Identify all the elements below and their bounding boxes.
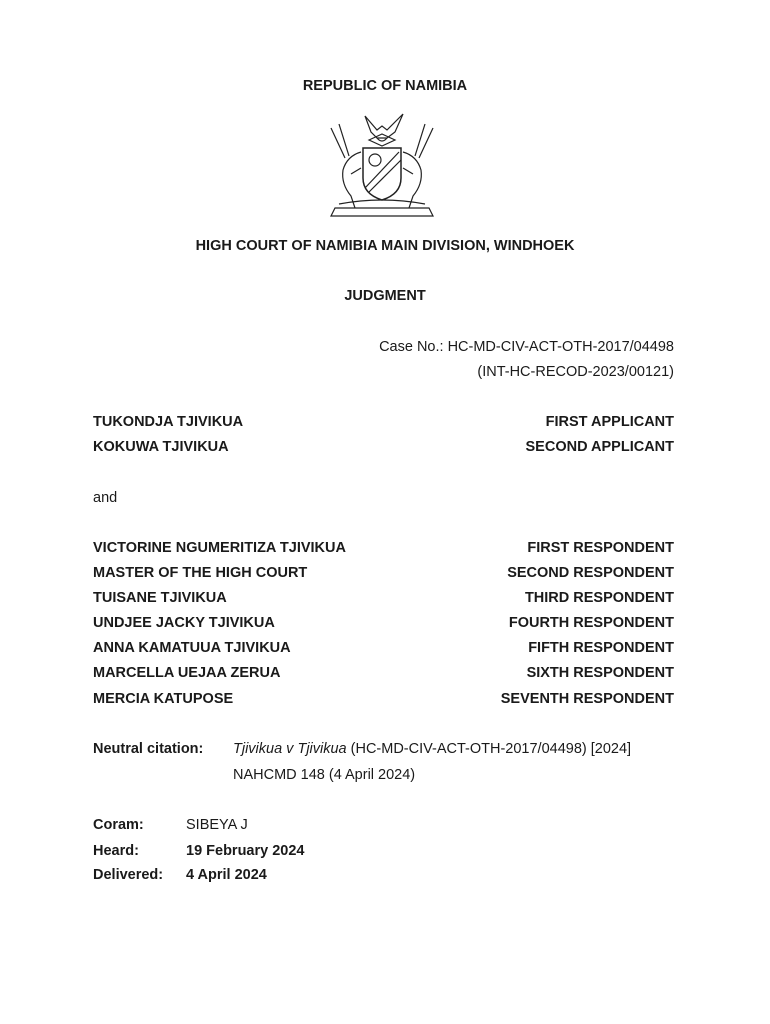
case-number: Case No.: HC-MD-CIV-ACT-OTH-2017/04498 xyxy=(379,339,674,355)
respondent-role: FIRST RESPONDENT xyxy=(527,540,674,556)
citation-label: Neutral citation: xyxy=(93,741,204,757)
heard-label: Heard: xyxy=(93,843,139,859)
court-heading: HIGH COURT OF NAMIBIA MAIN DIVISION, WINDHOEK xyxy=(195,238,575,254)
coram-value: SIBEYA J xyxy=(186,817,248,833)
respondent-role: FOURTH RESPONDENT xyxy=(508,615,674,631)
respondent-name: MASTER OF THE HIGH COURT xyxy=(93,565,308,581)
respondent-name: MARCELLA UEJAA ZERUA xyxy=(93,665,281,681)
respondent-name: UNDJEE JACKY TJIVIKUA xyxy=(93,615,275,631)
respondent-name: ANNA KAMATUUA TJIVIKUA xyxy=(93,640,291,656)
respondent-role: SEVENTH RESPONDENT xyxy=(500,691,674,707)
respondent-role: SIXTH RESPONDENT xyxy=(526,665,674,681)
sub-case-number: (INT-HC-RECOD-2023/00121) xyxy=(477,364,674,380)
applicant-name: KOKUWA TJIVIKUA xyxy=(93,439,229,455)
citation-line-1 xyxy=(233,741,631,757)
respondent-name: TUISANE TJIVIKUA xyxy=(93,590,227,606)
heard-value: 19 February 2024 xyxy=(186,843,305,859)
republic-heading: REPUBLIC OF NAMIBIA xyxy=(302,78,468,94)
applicant-role: SECOND APPLICANT xyxy=(525,439,674,455)
applicant-role: FIRST APPLICANT xyxy=(545,414,674,430)
delivered-label: Delivered: xyxy=(93,867,164,883)
respondent-role: THIRD RESPONDENT xyxy=(524,590,674,606)
citation-case-title: Tjivikua v Tjivikua xyxy=(233,741,347,757)
citation-line-2: NAHCMD 148 (4 April 2024) xyxy=(233,767,416,783)
delivered-value: 4 April 2024 xyxy=(186,867,267,883)
respondent-name: MERCIA KATUPOSE xyxy=(93,691,234,707)
and-text: and xyxy=(93,490,118,506)
respondent-role: FIFTH RESPONDENT xyxy=(528,640,674,656)
citation-reference: (HC-MD-CIV-ACT-OTH-2017/04498) [2024] xyxy=(346,741,632,757)
respondent-role: SECOND RESPONDENT xyxy=(507,565,674,581)
applicant-name: TUKONDJA TJIVIKUA xyxy=(93,414,244,430)
respondent-name: VICTORINE NGUMERITIZA TJIVIKUA xyxy=(93,540,346,556)
coram-label: Coram: xyxy=(93,817,144,833)
coat-of-arms-icon xyxy=(325,108,440,223)
coat-of-arms-image xyxy=(325,108,440,223)
judgment-heading: JUDGMENT xyxy=(344,288,426,304)
